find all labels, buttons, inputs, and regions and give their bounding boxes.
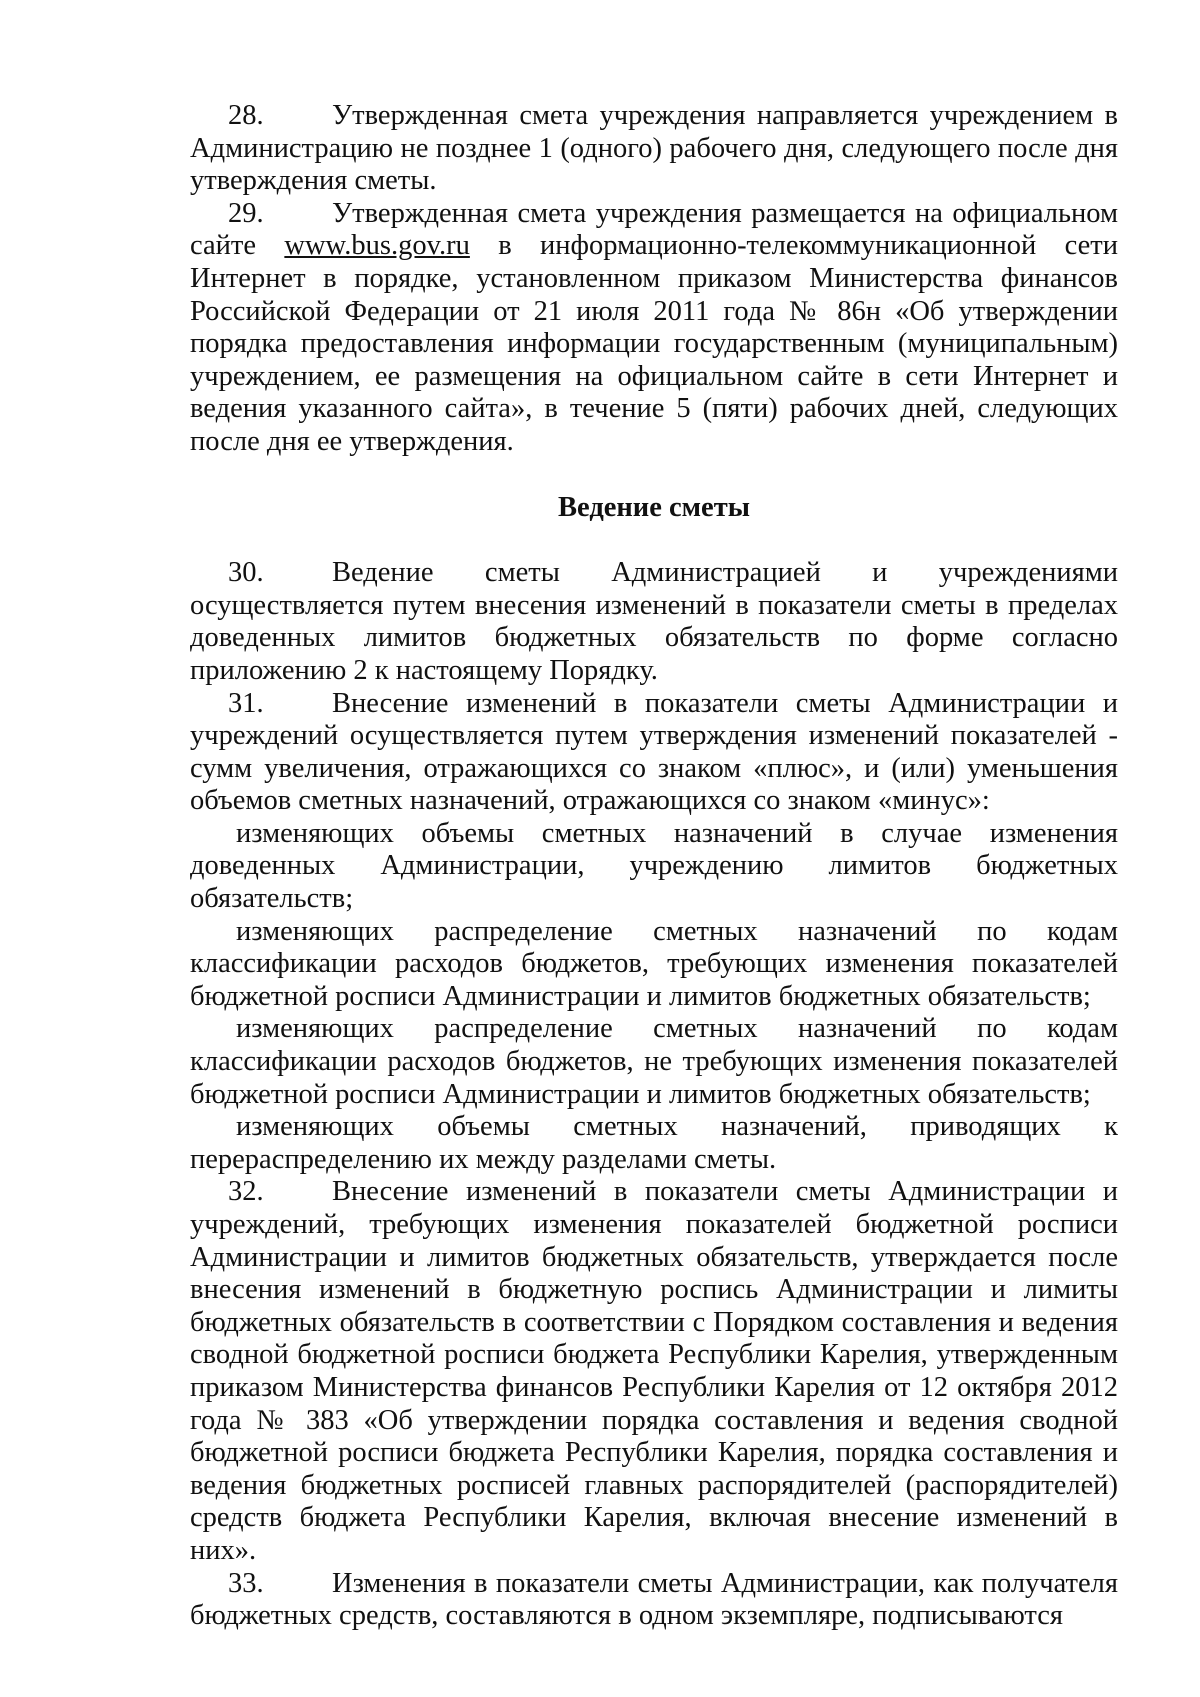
paragraph-text: в информационно-телекоммуникационной сети Интернет в порядке, установленном приказом Министерства финансов Российской Федерации от 21 июля 2011 года № 86н «Об утверждении порядка предоставления информации государственным (муниципальным) учреждением, ее размещения на официальном сайте в сети Интернет и ведения указанного сайта», в течение 5 (пяти) рабочих дней, следующих после дня ее утверждения. (190, 230, 1118, 457)
paragraph-text: Внесение изменений в показатели сметы Администрации и учреждений осуществляется путем утверждения изменений показателей - сумм увеличения, отражающихся со знаком «плюс», и (или) уменьшения объемов сметных назначений, отражающихся со знаком «минус»: (190, 687, 1118, 817)
list-item: изменяющих распределение сметных назначений по кодам классификации расходов бюджетов, требующих изменения показателей бюджетной росписи Администрации и лимитов бюджетных обязательств; (190, 915, 1118, 1012)
document-body (190, 100, 1118, 1633)
paragraph-number: 28. (228, 100, 264, 131)
paragraph-text: Утвержденная смета учреждения размещается на официальном сайте (190, 197, 1118, 262)
paragraph-33 (190, 1568, 1118, 1633)
list-item: изменяющих распределение сметных назначений по кодам классификации расходов бюджетов, не требующих изменения показателей бюджетной росписи Администрации и лимитов бюджетных обязательств; (190, 1013, 1118, 1110)
paragraph-text: Утвержденная смета учреждения направляется учреждением в Администрацию не позднее 1 (одного) рабочего дня, следующего после дня утверждения сметы. (190, 100, 1118, 197)
paragraph-text: Изменения в показатели сметы Администрации, как получателя бюджетных средств, составляются в одном экземпляре, подписываются (190, 1567, 1118, 1632)
list-item: изменяющих объемы сметных назначений, приводящих к перераспределению их между разделами сметы. (190, 1111, 1118, 1175)
spacer (190, 524, 1118, 557)
paragraph-number: 29. (228, 197, 264, 229)
paragraph-29 (190, 198, 1118, 459)
paragraph-30 (190, 557, 1118, 687)
paragraph-number: 33. (228, 1567, 264, 1599)
paragraph-31 (190, 688, 1118, 818)
paragraph-32 (190, 1176, 1118, 1567)
paragraph-text: Внесение изменений в показатели сметы Администрации и учреждений, требующих изменения показателей бюджетной росписи Администрации и лимитов бюджетных обязательств, утверждается после внесения изменений в бюджетную роспись Администрации и лимиты бюджетных обязательств в соответствии с Порядком составления и ведения сводной бюджетной росписи бюджета Республики Карелия, утвержденным приказом Министерства финансов Республики Карелия от 12 октября 2012 года № 383 «Об утверждении порядка составления и ведения сводной бюджетной росписи бюджета Республики Карелия, порядка составления и ведения бюджетных росписей главных распорядителей (распорядителей) средств бюджета Республики Карелия, включая внесение изменений в них». (190, 1176, 1118, 1566)
paragraph-28 (190, 100, 1118, 198)
section-title: Ведение сметы (558, 491, 750, 523)
paragraph-number: 32. (228, 1176, 264, 1208)
spacer (190, 459, 1118, 492)
website-link[interactable]: www.bus.gov.ru (284, 230, 470, 262)
paragraph-number: 30. (228, 557, 264, 589)
paragraph-text: Ведение сметы Администрацией и учреждениями осуществляется путем внесения изменений в показатели сметы в пределах доведенных лимитов бюджетных обязательств по форме согласно приложению 2 к настоящему Порядку. (190, 557, 1118, 686)
paragraph-number: 31. (228, 687, 264, 719)
list-item: изменяющих объемы сметных назначений в случае изменения доведенных Администрации, учреждению лимитов бюджетных обязательств; (190, 817, 1118, 915)
